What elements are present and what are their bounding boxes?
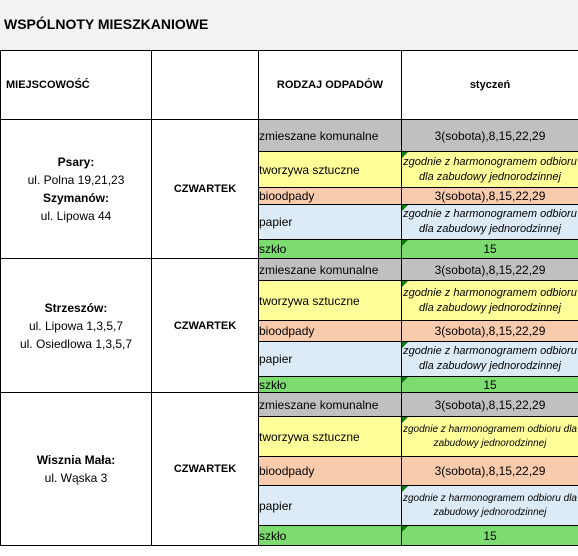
pickup-dates-cell: zgodnie z harmonogramem odbioru dla zabudowy jednorodzinnej: [402, 342, 578, 377]
schedule-body: [1, 120, 578, 546]
schedule-row: [1, 259, 578, 281]
pickup-dates-cell: 15: [402, 526, 578, 546]
location-cell: [1, 393, 152, 546]
header-day: [152, 51, 259, 120]
location-cell: [1, 120, 152, 259]
page-title: WSPÓLNOTY MIESZKANIOWE: [4, 16, 209, 32]
town-name: Szymanów:: [42, 191, 109, 205]
waste-type-cell: bioodpady: [259, 457, 402, 486]
waste-type-cell: tworzywa sztuczne: [259, 281, 402, 321]
street-address: ul. Wąska 3: [44, 471, 108, 485]
pickup-dates-cell: 3(sobota),8,15,22,29: [402, 259, 578, 281]
pickup-dates-cell: 15: [402, 240, 578, 259]
collection-day: CZWARTEK: [152, 120, 259, 259]
collection-day: CZWARTEK: [152, 393, 259, 546]
waste-type-cell: szkło: [259, 240, 402, 259]
schedule-table: [0, 50, 578, 546]
waste-type-cell: tworzywa sztuczne: [259, 152, 402, 188]
waste-type-cell: tworzywa sztuczne: [259, 417, 402, 457]
street-address: ul. Osiedlowa 1,3,5,7: [19, 336, 133, 351]
pickup-dates-cell: zgodnie z harmonogramem odbioru dla zabudowy jednorodzinnej: [402, 417, 578, 457]
pickup-dates-cell: 3(sobota),8,15,22,29: [402, 321, 578, 342]
pickup-dates-cell: 15: [402, 377, 578, 393]
waste-type-cell: zmieszane komunalne: [259, 259, 402, 281]
waste-type-cell: bioodpady: [259, 321, 402, 342]
waste-type-cell: papier: [259, 205, 402, 240]
waste-type-cell: papier: [259, 342, 402, 377]
header-waste-type: RODZAJ ODPADÓW: [259, 51, 402, 120]
header-row: [1, 51, 578, 120]
pickup-dates-cell: zgodnie z harmonogramem odbioru dla zabudowy jednorodzinnej: [402, 486, 578, 526]
pickup-dates-cell: zgodnie z harmonogramem odbioru dla zabudowy jednorodzinnej: [402, 205, 578, 240]
waste-type-cell: szkło: [259, 377, 402, 393]
header-month: styczeń: [402, 51, 578, 120]
waste-type-cell: zmieszane komunalne: [259, 393, 402, 417]
schedule-row: [1, 393, 578, 417]
title-bar: [0, 0, 578, 50]
town-name: Strzeszów:: [44, 300, 108, 315]
waste-type-cell: szkło: [259, 526, 402, 546]
waste-type-cell: bioodpady: [259, 188, 402, 205]
town-name: Wisznia Mała:: [36, 453, 116, 467]
pickup-dates-cell: zgodnie z harmonogramem odbioru dla zabudowy jednorodzinnej: [402, 152, 578, 188]
waste-type-cell: zmieszane komunalne: [259, 120, 402, 152]
header-town: MIEJSCOWOŚĆ: [1, 51, 152, 120]
location-cell: [1, 259, 152, 393]
waste-type-cell: papier: [259, 486, 402, 526]
pickup-dates-cell: 3(sobota),8,15,22,29: [402, 393, 578, 417]
town-name: Psary:: [57, 155, 95, 169]
street-address: ul. Lipowa 1,3,5,7: [28, 318, 124, 333]
street-address: ul. Lipowa 44: [40, 209, 112, 223]
pickup-dates-cell: 3(sobota),8,15,22,29: [402, 120, 578, 152]
schedule-row: [1, 120, 578, 152]
street-address: ul. Polna 19,21,23: [27, 173, 125, 187]
collection-day: CZWARTEK: [152, 259, 259, 393]
pickup-dates-cell: 3(sobota),8,15,22,29: [402, 457, 578, 486]
pickup-dates-cell: 3(sobota),8,15,22,29: [402, 188, 578, 205]
pickup-dates-cell: zgodnie z harmonogramem odbioru dla zabudowy jednorodzinnej: [402, 281, 578, 321]
